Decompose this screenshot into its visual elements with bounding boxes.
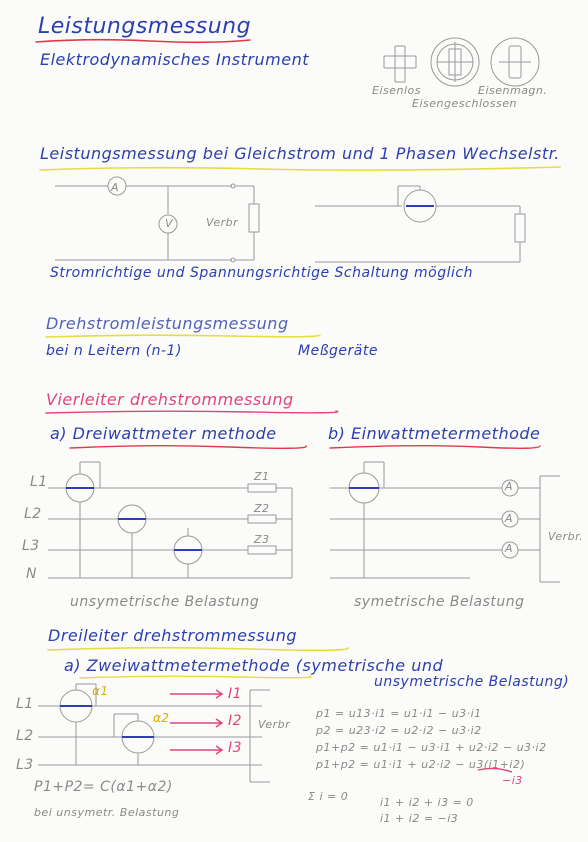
section4-heading: Dreileiter drehstrommessung	[48, 626, 298, 645]
current-arrows	[170, 690, 512, 772]
wire-label-n: N	[26, 566, 37, 582]
section2-line-suffix: Meßgeräte	[298, 343, 378, 359]
highlight-term: −i3	[502, 774, 523, 787]
caption-a: unsymetrische Belastung	[70, 594, 260, 610]
section1-note: Stromrichtige und Spannungsrichtige Schaltung möglich	[50, 265, 473, 281]
section1-consumer-label: Verbr	[206, 216, 239, 229]
section4-circuit	[38, 684, 270, 782]
equation-3: p1+p2 = u1·i1 − u3·i1 + u2·i2 − u3·i2	[316, 741, 547, 754]
symbol-label-bottom: Eisengeschlossen	[412, 97, 517, 110]
formula-note: bei unsymetr. Belastung	[34, 806, 180, 819]
section4-method-cont: unsymetrische Belastung)	[374, 674, 570, 690]
symbol-label-left: Eisenlos	[372, 84, 421, 97]
section1-circuit-left	[55, 177, 259, 262]
ammeter-letter-1: A	[505, 480, 514, 493]
current-label-i2: I2	[228, 713, 243, 729]
title-underline	[36, 40, 250, 43]
section1-heading: Leistungsmessung bei Gleichstrom und 1 Phasen Wechselstr.	[40, 144, 560, 163]
ammeter-letter-3: A	[505, 542, 514, 555]
eisengeschlossen-symbol-icon	[431, 38, 479, 86]
wire-label-l3: L3	[22, 538, 40, 554]
current-equation: i1 + i2 + i3 = 0	[380, 796, 474, 809]
caption-b: symetrische Belastung	[354, 594, 525, 610]
section2-underline	[46, 335, 320, 337]
wire3-label-l2: L2	[16, 728, 34, 744]
section2-line: bei n Leitern (n-1)	[46, 343, 182, 359]
section1-underline	[40, 167, 560, 170]
section1-voltmeter-letter: V	[165, 217, 174, 230]
load-label-z3: Z3	[254, 533, 270, 546]
load-label-z2: Z2	[254, 502, 270, 515]
section1-ammeter-letter: A	[111, 181, 120, 194]
wire3-label-l3: L3	[16, 757, 34, 773]
instrument-symbols	[384, 38, 539, 86]
section3-circuit-right	[330, 462, 560, 582]
current-label-i3: I3	[228, 740, 243, 756]
meter-label-2: α2	[153, 711, 170, 725]
load-label-z1: Z1	[254, 470, 270, 483]
meter-label-1: α1	[92, 684, 109, 698]
current-equation-2: i1 + i2 = −i3	[380, 812, 459, 825]
equation-1: p1 = u13·i1 = u1·i1 − u3·i1	[316, 707, 482, 720]
ammeter-letter-2: A	[505, 512, 514, 525]
eisenlos-symbol-icon	[384, 46, 416, 82]
section3-consumer-label: Verbr.	[548, 530, 584, 543]
wire-label-l2: L2	[24, 506, 42, 522]
method-b-underline	[330, 446, 540, 449]
sum-equation: Σ i = 0	[308, 790, 349, 803]
current-label-i1: I1	[228, 686, 243, 702]
method-a-label: a) Dreiwattmeter methode	[50, 424, 277, 443]
method-b-label: b) Einwattmetermethode	[328, 424, 541, 443]
section3-heading: Vierleiter drehstrommessung	[46, 390, 294, 409]
page-subtitle: Elektrodynamisches Instrument	[40, 50, 309, 69]
formula: P1+P2= C(α1+α2)	[34, 779, 173, 795]
section4-underline	[48, 648, 348, 651]
section1-circuit-right	[315, 186, 525, 262]
section4-consumer-label: Verbr	[258, 718, 291, 731]
section3-underline	[46, 411, 338, 413]
symbol-label-right: Eisenmagn.	[478, 84, 548, 97]
section4-method: a) Zweiwattmetermethode (symetrische und	[64, 656, 444, 675]
wire3-label-l1: L1	[16, 696, 34, 712]
method4-underline	[80, 676, 311, 678]
section3-circuit-left	[48, 462, 292, 578]
method-a-underline	[70, 446, 306, 449]
page-title: Leistungsmessung	[38, 14, 252, 39]
wire-label-l1: L1	[30, 474, 48, 490]
section2-heading: Drehstromleistungsmessung	[46, 314, 289, 333]
equation-2: p2 = u23·i2 = u2·i2 − u3·i2	[316, 724, 482, 737]
equation-4: p1+p2 = u1·i1 + u2·i2 − u3(i1+i2)	[316, 758, 526, 771]
eisenmagn-symbol-icon	[491, 38, 539, 86]
